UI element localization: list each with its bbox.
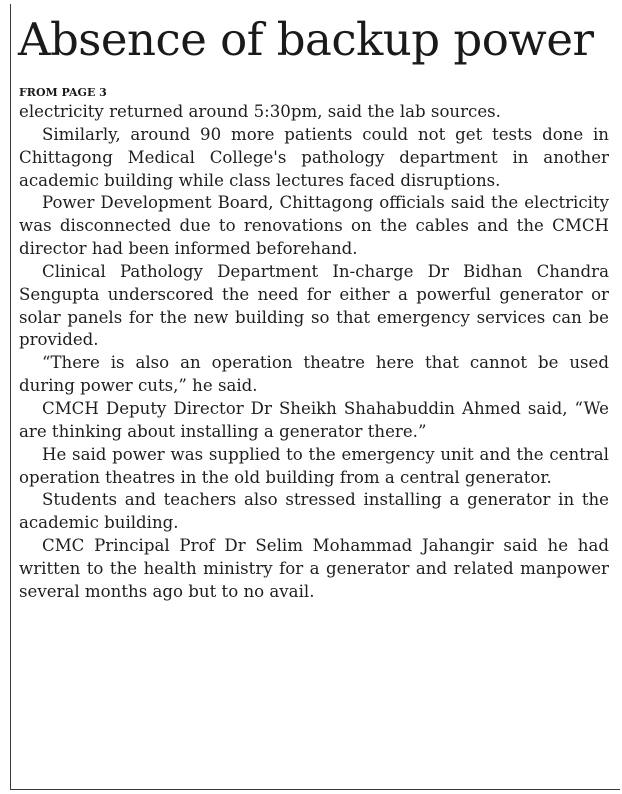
paragraph-9: CMC Principal Prof Dr Selim Mohammad Jahangir said he had written to the health ministry for a generator and related manpower several months ago but to no avail.: [19, 536, 609, 601]
paragraph-1: electricity returned around 5:30pm, said the lab sources.: [19, 102, 501, 121]
paragraph-5: “There is also an operation theatre here that cannot be used during power cuts,” he said.: [19, 353, 609, 396]
paragraph-7: He said power was supplied to the emergency unit and the central operation theatres in the old building from a central generator.: [19, 444, 609, 487]
bottom-rule: [10, 789, 620, 790]
paragraph-2: Similarly, around 90 more patients could not get tests done in Chittagong Medical College's pathology department in another academic building while class lectures faced disruptions.: [19, 124, 609, 190]
paragraph-4: Clinical Pathology Department In-charge Dr Bidhan Chandra Sengupta underscored the need for either a powerful generator or solar panels for the new building so that emergency services can be provided.: [19, 261, 609, 350]
continued-from-label: FROM PAGE 3: [19, 86, 107, 99]
paragraph-3: Power Development Board, Chittagong officials said the electricity was disconnected due to renovations on the cables and the CMCH director had been informed beforehand.: [19, 193, 609, 259]
paragraph-6: CMCH Deputy Director Dr Sheikh Shahabuddin Ahmed said, “We are thinking about installing a generator there.”: [19, 398, 609, 441]
paragraph-8: Students and teachers also stressed installing a generator in the academic building.: [19, 490, 609, 533]
article-body: [19, 101, 609, 604]
left-column-rule: [10, 4, 11, 790]
headline: Absence of backup power: [18, 13, 594, 66]
